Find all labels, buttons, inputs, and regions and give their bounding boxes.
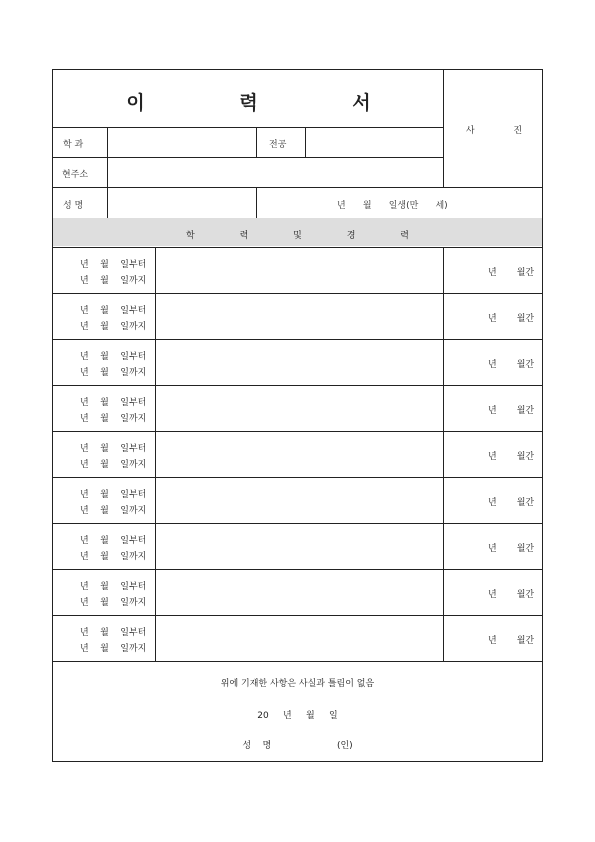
- history-row: [53, 477, 542, 523]
- major-field[interactable]: [306, 128, 443, 157]
- history-row: [53, 431, 542, 477]
- divider: [53, 615, 542, 616]
- history-to[interactable]: 년 월 일까지: [80, 552, 147, 562]
- footer-date[interactable]: 20 년 월 일: [257, 711, 338, 721]
- history-row: [53, 247, 542, 293]
- history-row: [53, 569, 542, 615]
- divider: [256, 187, 257, 218]
- major-label: 전공: [269, 140, 287, 150]
- history-to[interactable]: 년 월 일까지: [80, 460, 147, 470]
- document-title: 이 력 서: [126, 92, 415, 114]
- footer-statement: 위에 기재한 사항은 사실과 틀림이 없음: [220, 679, 375, 689]
- history-from[interactable]: 년 월 일부터: [80, 628, 147, 638]
- history-duration[interactable]: 년 월간: [488, 498, 535, 508]
- divider: [53, 477, 542, 478]
- history-duration[interactable]: 년 월간: [488, 314, 535, 324]
- history-to[interactable]: 년 월 일까지: [80, 368, 147, 378]
- divider: [53, 661, 542, 662]
- history-from[interactable]: 년 월 일부터: [80, 260, 147, 270]
- history-row: [53, 339, 542, 385]
- history-duration[interactable]: 년 월간: [488, 636, 535, 646]
- history-row: [53, 385, 542, 431]
- divider: [53, 431, 542, 432]
- history-to[interactable]: 년 월 일까지: [80, 276, 147, 286]
- divider: [256, 127, 257, 157]
- divider: [53, 293, 542, 294]
- history-from[interactable]: 년 월 일부터: [80, 582, 147, 592]
- history-from[interactable]: 년 월 일부터: [80, 306, 147, 316]
- history-to[interactable]: 년 월 일까지: [80, 598, 147, 608]
- history-duration[interactable]: 년 월간: [488, 452, 535, 462]
- divider: [53, 339, 542, 340]
- history-duration[interactable]: 년 월간: [488, 544, 535, 554]
- history-from[interactable]: 년 월 일부터: [80, 444, 147, 454]
- department-field[interactable]: [108, 128, 256, 157]
- department-label: 학 과: [63, 140, 84, 150]
- history-row: [53, 523, 542, 569]
- history-to[interactable]: 년 월 일까지: [80, 506, 147, 516]
- history-to[interactable]: 년 월 일까지: [80, 414, 147, 424]
- history-duration[interactable]: 년 월간: [488, 590, 535, 600]
- history-from[interactable]: 년 월 일부터: [80, 490, 147, 500]
- duration-column-border: [443, 247, 444, 661]
- divider: [53, 385, 542, 386]
- section-title: 학 력 및 경 력: [186, 231, 430, 241]
- history-to[interactable]: 년 월 일까지: [80, 644, 147, 654]
- divider: [53, 569, 542, 570]
- history-from[interactable]: 년 월 일부터: [80, 352, 147, 362]
- period-column-border: [155, 247, 156, 661]
- history-row: [53, 615, 542, 661]
- address-label: 현주소: [62, 170, 89, 180]
- history-to[interactable]: 년 월 일까지: [80, 322, 147, 332]
- history-from[interactable]: 년 월 일부터: [80, 536, 147, 546]
- history-from[interactable]: 년 월 일부터: [80, 398, 147, 408]
- resume-form: [52, 69, 543, 762]
- photo-label: 사 진: [465, 126, 541, 136]
- name-field[interactable]: [108, 188, 256, 218]
- birth-field-label[interactable]: 년 월 일생(만 세): [337, 201, 448, 211]
- divider: [53, 523, 542, 524]
- name-label: 성 명: [63, 201, 84, 211]
- history-duration[interactable]: 년 월간: [488, 360, 535, 370]
- history-row: [53, 293, 542, 339]
- address-field[interactable]: [108, 158, 443, 187]
- history-duration[interactable]: 년 월간: [488, 268, 535, 278]
- footer-signature[interactable]: 성 명 (인): [242, 741, 353, 751]
- history-duration[interactable]: 년 월간: [488, 406, 535, 416]
